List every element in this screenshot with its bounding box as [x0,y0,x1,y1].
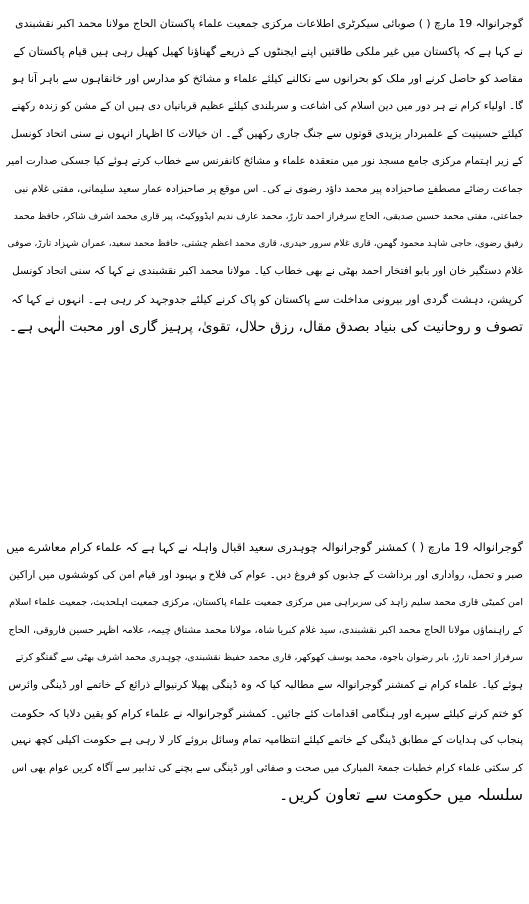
article-1-line-11: کرپشن، دہشت گردی اور بیرونی مداخلت سے پاکستان کو پاک کرنے کیلئے جدوجہد کر رہی ہے۔ انہوں نے کہا کہ [11,292,523,306]
article-2-line-1: گوجرانوالہ 19 مارچ ( ) کمشنر گوجرانوالہ چوہدری سعید اقبال واہلہ نے کہا ہے کہ علماء کرام معاشرے میں [6,540,523,554]
article-2-line-7: کو ختم کرنے کیلئے سپرے اور ہنگامی اقدامات کئے جائیں۔ کمشنر گوجرانوالہ نے علماء کرام کو یقین دلایا کہ حکومت [10,706,523,720]
article-2-line-10: سلسلہ میں حکومت سے تعاون کریں۔ [279,786,523,805]
article-1-line-7: جماعت رضائے مصطفےٰ صاحبزادہ پیر محمد داؤد رضوی نے کی۔ اس موقع پر صاحبزادہ عمار سعید سلیمانی، مفتی غلام نبی [14,183,523,195]
article-2-line-4: کے راہنماؤں مولانا الحاج محمد اکبر نقشبندی، سید غلام کبریا شاہ، مولانا محمد مشتاق چیمہ، علامہ اظہر حسین فاروقی، الحاج [8,624,523,636]
article-1-line-6: کے زیر اہتمام مرکزی جامع مسجد نور میں منعقدہ علماء و مشائخ کانفرنس سے خطاب کرتے ہوئے کیا جسکی صدارت امیر [6,154,523,167]
article-2-line-2: صبر و تحمل، رواداری اور برداشت کے جذبوں کو فروغ دیں۔ عوام کی فلاح و بہبود اور قیام امن کی کوششوں میں اراکین [8,568,523,581]
article-1-line-4: گا۔ اولیاء کرام نے ہر دور میں دین اسلام کی اشاعت و سربلندی کیلئے عظیم قربانیاں دی ہیں ان کے مشن کو زندہ رکھنے [11,99,523,112]
article-1-line-10: غلام دستگیر خان اور بابو افتخار احمد بھٹی نے بھی خطاب کیا۔ مولانا محمد اکبر نقشبندی نے کہا کہ سنی اتحاد کونسل [12,265,523,278]
article-1-line-9: رفیق رضوی، حاجی شاہد محمود گھمن، قاری غلام سرور حیدری، قاری محمد اعظم چشتی، حافظ محمد سعید، عمران شہزاد تارڑ، صوفی [7,238,523,249]
article-1-line-12: تصوف و روحانیت کی بنیاد بصدق مقال، رزق حلال، تقویٰ، پرہیز گاری اور محبت الٰہی ہے۔ [9,318,523,335]
article-1-line-1: گوجرانوالہ 19 مارچ ( ) صوبائی سیکرٹری اطلاعات مرکزی جمعیت علماء پاکستان الحاج مولانا محمد اکبر نقشبندی [15,17,523,30]
article-2-line-9: کر سکتی علماء کرام خطبات جمعۃ المبارک میں صحت و صفائی اور ڈینگی سے بچنے کی تدابیر سے آگاہ کریں عوام بھی اس [11,762,523,774]
article-1-line-2: نے کہا ہے کہ پاکستان میں غیر ملکی طاقتیں اپنے ایجنٹوں کے ذریعے گھناؤنا کھیل کھیل رہی ہیں قیام پاکستان کے [13,44,523,58]
article-1-line-8: جماعتی، مفتی محمد حسین صدیقی، الحاج سرفراز احمد تارڑ، محمد عارف ندیم ایڈووکیٹ، پیر قاری محمد اشرف شاکر، حافظ محمد [13,211,523,223]
article-2-line-6: ہوئے کیا۔ علماء کرام نے کمشنر گوجرانوالہ سے مطالبہ کیا کہ وہ ڈینگی پھیلا کرنیوالے ذرائع کے خاتمے اور ڈینگی وائرس [8,678,523,691]
news-article-1 [6,10,523,341]
article-1-line-3: مقاصد کو حاصل کرنے اور ملک کو بحرانوں سے نکالنے کیلئے علماء و مشائخ کو مدارس اور خانقاہوں سے باہر آنا ہو [12,72,523,86]
article-2-line-3: امن کمیٹی قاری محمد سلیم زاہد کی سربراہی میں مرکزی جمعیت علماء پاکستان، مرکزی جمعیت اہلحدیث، جمعیت علماء اسلام [9,597,523,609]
article-2-line-8: پنجاب کی ہدایات کے مطابق ڈینگی کے خاتمے کیلئے انتظامیہ تمام وسائل بروئے کار لا رہی ہے حکومت اکیلی کچھ نہیں [11,734,523,747]
article-2-line-5: سرفراز احمد تارڑ، بابر رضوان باجوہ، محمد یوسف کھوکھر، قاری محمد حفیظ نقشبندی، چوہدری محمد اشرف بھٹی سے گفتگو کرتے [15,652,523,664]
news-article-2 [6,534,523,810]
article-1-line-5: کیلئے حسینیت کے علمبردار یزیدی قوتوں سے جنگ جاری رکھیں گے۔ ان خیالات کا اظہار انہوں نے سنی اتحاد کونسل [10,127,523,141]
